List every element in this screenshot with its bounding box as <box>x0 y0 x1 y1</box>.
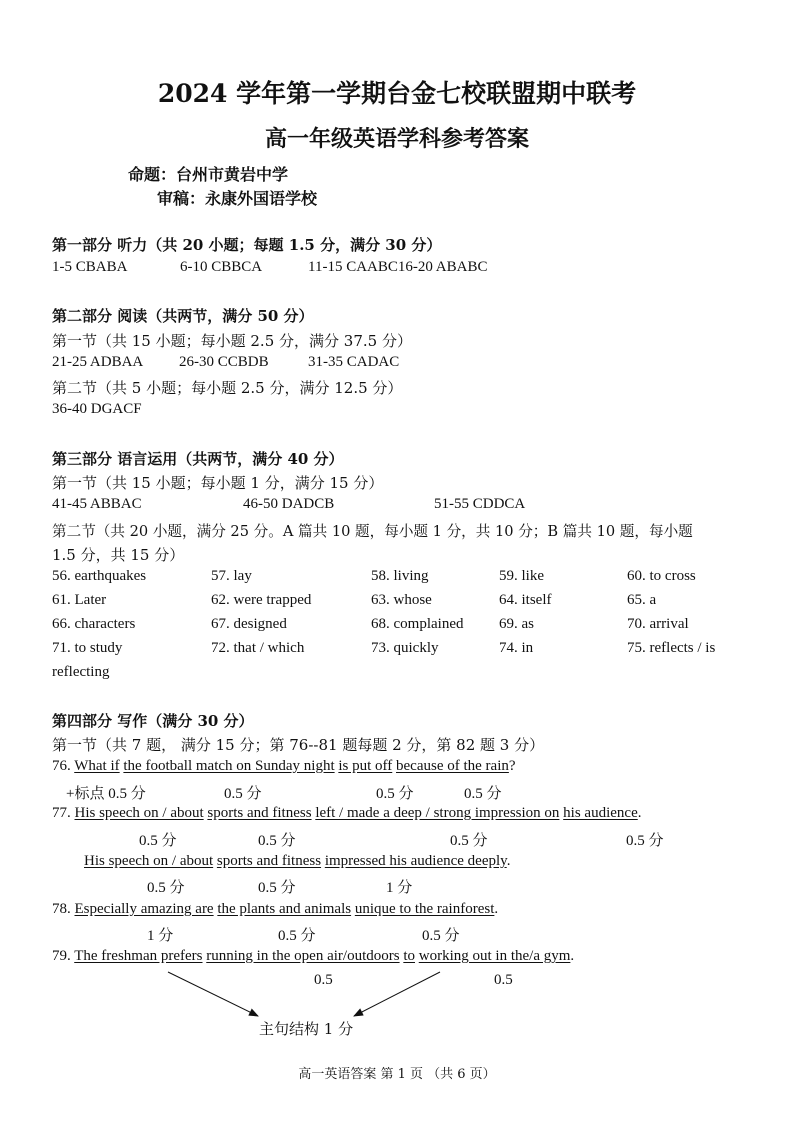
scored-segment: Especially amazing are <box>74 901 214 917</box>
grid-answer: 57. lay <box>211 568 252 584</box>
scored-segment: His speech on / about <box>84 853 214 869</box>
part2-heading: 第二部分 阅读（共两节，满分 50 分） <box>52 307 314 325</box>
part2-section1-heading: 第一节（共 15 小题；每小题 2.5 分，满分 37.5 分） <box>52 332 412 350</box>
part3-section2-heading-cont: 1.5 分，共 15 分） <box>52 546 185 564</box>
scored-segment: his audience <box>563 805 638 821</box>
arrow-left <box>168 972 258 1016</box>
score-label: +标点 0.5 分 <box>66 786 146 802</box>
grid-answer: 75. reflects / is <box>627 640 716 656</box>
scored-segment: running in the open air/outdoors <box>206 948 400 964</box>
scored-segment: The freshman prefers <box>74 948 203 964</box>
score-label: 0.5 分 <box>258 833 296 849</box>
scored-segment: because of the rain <box>396 758 509 774</box>
score-label: 1 分 <box>386 880 413 896</box>
main-clause-score: 主句结构 1 分 <box>259 1020 354 1038</box>
scored-segment: the plants and animals <box>217 901 352 917</box>
reviewer-credit: 审稿：永康外国语学校 <box>157 189 318 208</box>
score-label: 0.5 分 <box>258 880 296 896</box>
grid-answer: 61. Later <box>52 592 107 608</box>
author-credit: 命题：台州市黄岩中学 <box>128 165 289 184</box>
score-label: 0.5 <box>494 972 513 988</box>
score-label: 0.5 分 <box>376 786 414 802</box>
answer-group: 36-40 DGACF <box>52 401 142 417</box>
question-79: 79. The freshman prefers running in the open air/outdoors to working out in the/a gym. <box>52 948 575 964</box>
part1-heading: 第一部分 听力（共 20 小题；每题 1.5 分，满分 30 分） <box>52 236 442 254</box>
grid-answer: 70. arrival <box>627 616 689 632</box>
answer-group: 31-35 CADAC <box>308 354 400 370</box>
grid-answer: 59. like <box>499 568 544 584</box>
score-label: 0.5 分 <box>278 928 316 944</box>
grid-answer-continuation: reflecting <box>52 664 110 680</box>
scored-segment: unique to the rainforest <box>354 901 495 917</box>
score-label: 0.5 分 <box>464 786 502 802</box>
question-76: 76. What if the football match on Sunday night is put off because of the rain? <box>52 758 516 774</box>
scored-segment: impressed his audience deeply <box>324 853 507 869</box>
part3-section2-heading: 第二节（共 20 小题，满分 25 分。A 篇共 10 题，每小题 1 分，共 10 分；B 篇共 10 题，每小题 <box>52 523 693 540</box>
scored-segment: sports and fitness <box>216 853 322 869</box>
grid-answer: 60. to cross <box>627 568 696 584</box>
answer-group: 41-45 ABBAC <box>52 496 142 512</box>
grid-answer: 65. a <box>627 592 657 608</box>
answer-group: 1-5 CBABA <box>52 259 128 275</box>
scored-segment: What if <box>74 758 120 774</box>
question-number: 76. <box>52 758 71 774</box>
question-77: 77. His speech on / about sports and fitness left / made a deep / strong impression on his audience. <box>52 805 642 821</box>
score-label: 0.5 分 <box>147 880 185 896</box>
grid-answer: 72. that / which <box>211 640 305 656</box>
grid-answer: 66. characters <box>52 616 136 632</box>
answer-group: 26-30 CCBDB <box>179 354 269 370</box>
part3-section1-heading: 第一节（共 15 小题；每小题 1 分，满分 15 分） <box>52 474 384 492</box>
score-label: 0.5 <box>314 972 333 988</box>
scored-segment: is put off <box>338 758 393 774</box>
answer-group: 6-10 CBBCA <box>180 259 263 275</box>
part3-heading: 第三部分 语言运用（共两节，满分 40 分） <box>52 450 344 468</box>
grid-answer: 68. complained <box>371 616 464 632</box>
part2-section2-heading: 第二节（共 5 小题；每小题 2.5 分，满分 12.5 分） <box>52 379 403 397</box>
scored-segment: to <box>403 948 415 964</box>
question-78: 78. Especially amazing are the plants and animals unique to the rainforest. <box>52 901 499 917</box>
grid-answer: 69. as <box>499 616 534 632</box>
answer-group: 11-15 CAABC16-20 ABABC <box>308 259 488 275</box>
document-title: 2024 学年第一学期台金七校联盟期中联考 <box>157 79 637 108</box>
question-number: 77. <box>52 805 71 821</box>
scored-segment: left / made a deep / strong impression on <box>315 805 560 821</box>
score-label: 0.5 分 <box>422 928 460 944</box>
document-subtitle: 高一年级英语学科参考答案 <box>264 126 529 152</box>
scored-segment: the football match on Sunday night <box>123 758 335 774</box>
answer-group: 46-50 DADCB <box>243 496 335 512</box>
part4-section1-heading: 第一节（共 7 题， 满分 15 分；第 76--81 题每题 2 分，第 82 题 3 分） <box>52 736 545 754</box>
scored-segment: working out in the/a gym <box>418 948 571 964</box>
grid-answer: 56. earthquakes <box>52 568 147 584</box>
score-label: 0.5 分 <box>139 833 177 849</box>
answer-group: 21-25 ADBAA <box>52 354 144 370</box>
scored-segment: His speech on / about <box>74 805 204 821</box>
arrow-right <box>354 972 440 1016</box>
score-label: 0.5 分 <box>224 786 262 802</box>
grid-answer: 63. whose <box>371 592 432 608</box>
score-label: 1 分 <box>147 928 174 944</box>
part4-heading: 第四部分 写作（满分 30 分） <box>52 712 254 730</box>
score-label: 0.5 分 <box>626 833 664 849</box>
grid-answer: 58. living <box>371 568 429 584</box>
scored-segment: sports and fitness <box>207 805 312 821</box>
page-footer: 高一英语答案 第 1 页 （共 6 页） <box>298 1067 496 1082</box>
question-number: 78. <box>52 901 71 917</box>
grid-answer: 67. designed <box>211 616 287 632</box>
grid-answer: 64. itself <box>499 592 552 608</box>
question-number: 79. <box>52 948 71 964</box>
grid-answer: 74. in <box>499 640 534 656</box>
grid-answer: 71. to study <box>52 640 123 656</box>
question-77-alternative: His speech on / about sports and fitness impressed his audience deeply. <box>84 853 511 869</box>
score-label: 0.5 分 <box>450 833 488 849</box>
grid-answer: 73. quickly <box>371 640 439 656</box>
grid-answer: 62. were trapped <box>211 592 312 608</box>
answer-group: 51-55 CDDCA <box>434 496 526 512</box>
